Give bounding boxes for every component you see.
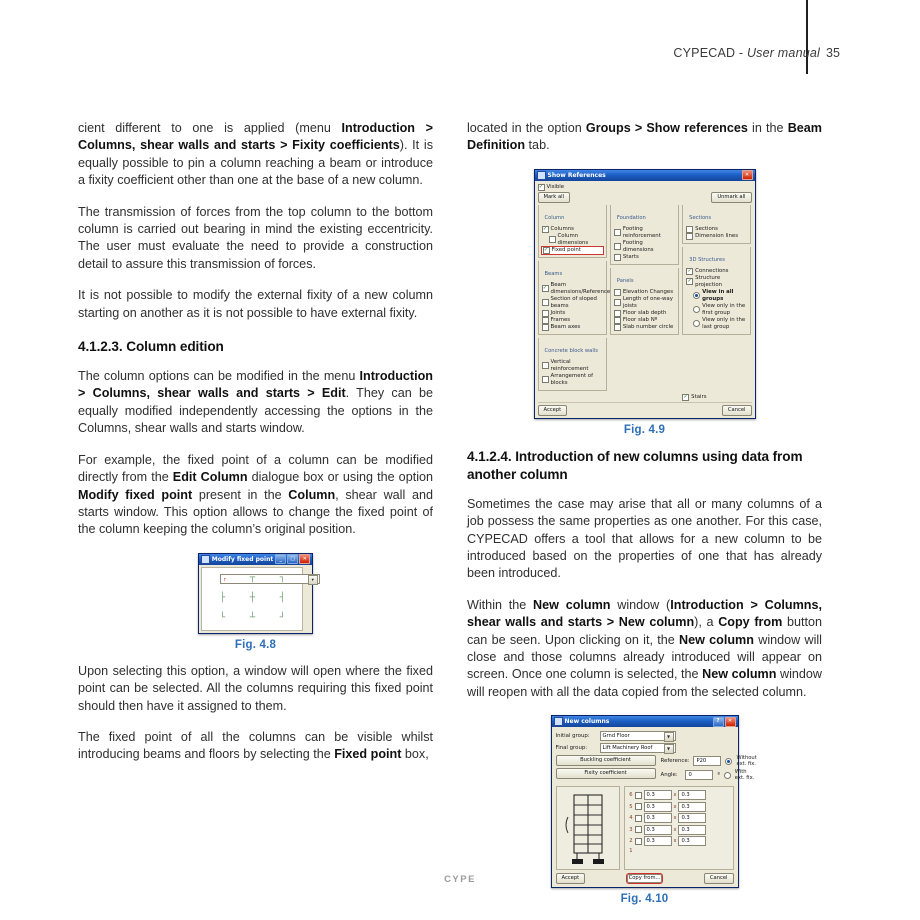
left-paragraph-block-3 xyxy=(78,663,433,764)
columns-preview-area xyxy=(556,786,734,870)
angle-unit: º xyxy=(717,772,720,779)
unmark-all-button[interactable]: Unmark all xyxy=(711,192,751,203)
bold-run: Column xyxy=(288,487,336,502)
reference-checkbox-label: Dimension lines xyxy=(695,232,739,239)
angle-input[interactable]: 0 xyxy=(685,770,713,780)
reference-checkbox[interactable] xyxy=(542,317,549,324)
reference-checkbox[interactable] xyxy=(542,362,549,369)
left-text-column xyxy=(78,120,433,778)
reference-checkbox-row[interactable] xyxy=(542,226,603,233)
window-controls xyxy=(742,170,753,180)
bold-run: Modify fixed point xyxy=(78,487,193,502)
fixed-point-marker[interactable]: ┘ xyxy=(279,612,286,623)
dialog-footer xyxy=(538,402,752,416)
column-dimension-row[interactable] xyxy=(628,790,730,800)
final-group-row xyxy=(556,743,734,753)
reference-checkbox[interactable] xyxy=(549,236,556,243)
fixed-point-marker[interactable]: ┼ xyxy=(249,592,256,603)
window-icon xyxy=(201,555,210,564)
mark-buttons-row xyxy=(538,192,752,203)
reference-radio-label: View only in the last group xyxy=(702,316,746,330)
figure-caption-4-9: Fig. 4.9 xyxy=(623,423,666,436)
right-paragraph-block-top xyxy=(467,120,822,155)
text-run: present in the xyxy=(192,487,289,502)
with-ext-fix-label: With ext. fix. xyxy=(734,769,755,782)
elevation-svg xyxy=(557,787,619,869)
reference-checkbox-row[interactable] xyxy=(614,317,675,324)
reference-checkbox-label: Joints xyxy=(550,309,566,316)
dialog-title-text: Modify fixed point xyxy=(211,555,274,563)
text-run: cient different to one is applied (menu xyxy=(78,121,342,135)
text-run: The transmission of forces from the top column to the bottom column is carried out bearing in mind the existing eccentricity. The user must evaluate the need to provide a construction detail to assure this transmission of forces. xyxy=(78,204,433,271)
row-number: 1 xyxy=(629,847,633,854)
angle-label: Angle: xyxy=(660,772,678,779)
reference-radio-row[interactable] xyxy=(693,317,747,331)
dimension-separator: x xyxy=(673,803,677,810)
building-elevation-diagram xyxy=(556,786,620,870)
reference-group xyxy=(538,261,611,335)
columns-dimension-table xyxy=(624,786,734,870)
final-group-label: Final group: xyxy=(555,745,588,752)
new-columns-dialog[interactable] xyxy=(551,715,757,888)
figure-4-8 xyxy=(78,553,433,651)
paragraph xyxy=(78,663,433,715)
reference-checkbox-row[interactable] xyxy=(542,317,603,324)
window-controls xyxy=(275,554,310,564)
visible-checkbox-row[interactable] xyxy=(538,184,752,191)
bold-run: New column xyxy=(679,632,754,647)
reference-checkbox-row[interactable] xyxy=(686,268,747,275)
paragraph xyxy=(78,452,433,539)
fixed-point-marker[interactable]: ┐ xyxy=(279,572,286,583)
reference-group xyxy=(538,338,607,391)
paragraph xyxy=(78,368,433,438)
text-run: box, xyxy=(401,747,429,762)
text-run: , shear wall and starts window. This option allows to change the fixed point of the column keeping the column’s original position. xyxy=(78,487,433,537)
bold-run: Fixed point xyxy=(334,747,402,762)
right-paragraph-block-mid xyxy=(467,496,822,701)
bold-run: Introduction > Columns, shear walls and starts > Edit xyxy=(78,369,433,401)
window-icon xyxy=(537,171,546,180)
column-dimension-row[interactable] xyxy=(628,825,730,835)
text-run: dialogue box or using the option xyxy=(247,470,433,485)
reference-group xyxy=(610,205,679,265)
reference-checkbox-row[interactable] xyxy=(542,296,603,310)
text-run: ). It is equally possible to pin a column reaching a beam or introduce a fixity coefficient other than one at the base of a new column. xyxy=(78,138,433,188)
text-run: The fixed point of all the columns can be visible whilst introducing beams and floors by selecting the xyxy=(78,729,433,762)
initial-group-label: Initial group: xyxy=(555,733,590,740)
reference-checkbox[interactable] xyxy=(614,229,621,236)
reference-checkbox[interactable] xyxy=(614,317,621,324)
text-run: It is not possible to modify the external fixity of a new column starting on another as it is not possible to have external fixity. xyxy=(78,288,433,320)
dimension-separator: x xyxy=(673,826,677,833)
without-ext-fix-radio[interactable] xyxy=(725,758,732,765)
reference-checkbox-label: Beam axes xyxy=(550,323,581,330)
reference-group-label: Beams xyxy=(544,270,563,277)
stairs-row-wrapper xyxy=(538,394,752,401)
reference-radio-row[interactable] xyxy=(693,289,747,303)
reference-group-label: Panels xyxy=(616,277,634,284)
row-number: 3 xyxy=(629,826,633,833)
minimize-icon[interactable]: _ xyxy=(275,554,286,564)
reference-checkbox-label: Sections xyxy=(695,225,718,232)
reference-checkbox-label: Connections xyxy=(695,267,729,274)
reference-group xyxy=(682,247,751,335)
section-heading-4-1-2-3: 4.1.2.3. Column edition xyxy=(78,339,224,355)
reference-checkbox-row[interactable] xyxy=(614,226,675,240)
accept-button[interactable]: Accept xyxy=(538,405,568,416)
reference-checkbox-row[interactable] xyxy=(542,359,603,373)
width-input[interactable]: 0.3 xyxy=(644,836,672,846)
fixity-coefficient-button[interactable]: Fixity coefficient xyxy=(556,768,656,779)
reference-group xyxy=(610,268,679,335)
close-icon[interactable]: ✕ xyxy=(742,170,753,180)
reference-group-label: Column xyxy=(544,214,565,221)
reference-checkbox-label: Length of one-way joists xyxy=(622,295,673,309)
fixed-point-marker[interactable]: ┬ xyxy=(249,572,256,583)
width-input[interactable]: 0.3 xyxy=(644,825,672,835)
reference-radio[interactable] xyxy=(693,306,700,313)
visible-label: Visible xyxy=(546,183,565,190)
fixed-point-marker[interactable]: ┌ ▼ xyxy=(220,574,320,584)
reference-checkbox-label: Frames xyxy=(550,316,571,323)
text-run: tab. xyxy=(525,138,550,153)
width-input[interactable]: 0.3 xyxy=(644,790,672,800)
reference-group-label: Foundation xyxy=(616,214,646,221)
reference-checkbox[interactable] xyxy=(686,278,693,285)
page-number: 35 xyxy=(826,46,840,60)
reference-checkbox[interactable] xyxy=(614,324,621,331)
header-title xyxy=(673,46,820,60)
reference-checkbox-label: Floor slab Nº xyxy=(622,316,658,323)
row-number: 4 xyxy=(629,815,633,822)
reference-checkbox-row[interactable] xyxy=(614,254,675,261)
reference-checkbox[interactable] xyxy=(542,299,549,306)
reference-checkbox-row[interactable] xyxy=(614,324,675,331)
reference-checkbox-row[interactable] xyxy=(542,324,603,331)
reference-checkbox-label: Slab number circle xyxy=(622,323,674,330)
page-header xyxy=(0,0,920,95)
width-input[interactable]: 0.3 xyxy=(644,802,672,812)
bold-run: New column xyxy=(533,597,611,612)
copy-from-button[interactable]: Copy from... xyxy=(628,875,661,882)
reference-group xyxy=(538,205,607,258)
paragraph xyxy=(467,120,822,155)
fixed-point-marker[interactable]: ├ xyxy=(219,592,226,603)
close-icon[interactable]: ✕ xyxy=(299,554,310,564)
reference-group-column-2 xyxy=(610,205,679,338)
section-heading-4-1-2-4: 4.1.2.4. Introduction of new columns using data from another column xyxy=(467,448,803,482)
reference-group xyxy=(682,205,751,244)
reference-checkbox-label: Section of sloped beams xyxy=(550,295,597,309)
bold-run: Groups > Show references xyxy=(585,121,748,135)
mark-all-button[interactable]: Mark all xyxy=(538,192,571,203)
row-number: 6 xyxy=(629,792,633,799)
reference-checkbox-row[interactable] xyxy=(614,296,675,310)
text-run: Upon selecting this option, a window will open where the fixed point can be selected. All the columns requiring this fixed point should then have it assigned to them. xyxy=(78,663,433,713)
text-run: window will close and those columns already introduced will appear on screen. Once one column is selected, the xyxy=(467,632,822,682)
reference-radio-label: View in all groups xyxy=(702,288,734,302)
stairs-label: Stairs xyxy=(691,393,707,400)
reference-checkbox-label: Starts xyxy=(622,253,639,260)
text-run: window ( xyxy=(610,597,671,612)
reference-checkbox-row[interactable] xyxy=(686,233,747,240)
reference-radio[interactable] xyxy=(693,292,700,299)
bold-run: Copy from xyxy=(718,615,783,630)
right-text-column xyxy=(467,120,822,917)
reference-input[interactable]: P20 xyxy=(693,756,721,766)
buckling-coefficient-button[interactable]: Buckling coefficient xyxy=(556,755,656,766)
reference-group-label: Sections xyxy=(689,214,712,221)
reference-checkbox[interactable] xyxy=(614,310,621,317)
reference-checkbox-row[interactable] xyxy=(542,247,603,254)
reference-checkbox[interactable] xyxy=(686,226,693,233)
reference-checkbox[interactable] xyxy=(614,243,621,250)
reference-checkbox[interactable] xyxy=(686,233,693,240)
close-icon[interactable]: ✕ xyxy=(725,717,736,727)
dialog-title-bar xyxy=(552,716,738,727)
row-checkbox[interactable] xyxy=(635,792,642,799)
text-run: window will reopen with all the data copied from the selected column. xyxy=(467,667,822,699)
fixed-point-marker[interactable]: ┴ xyxy=(249,612,256,623)
column-dimension-row[interactable] xyxy=(628,848,730,854)
reference-group-label: Concrete block walls xyxy=(544,347,598,354)
window-icon xyxy=(554,717,563,726)
dialog-body xyxy=(535,181,755,418)
reference-checkbox-label: Columns xyxy=(550,225,574,232)
depth-input[interactable]: 0.3 xyxy=(678,813,706,823)
reference-checkbox-label: Footing reinforcement xyxy=(622,225,661,239)
depth-input[interactable]: 0.3 xyxy=(678,790,706,800)
reference-checkbox[interactable] xyxy=(543,247,550,254)
text-run: ), a xyxy=(694,615,719,630)
bold-run: Introduction > Columns, shear walls and starts > Fixity coefficients xyxy=(78,121,433,153)
help-icon[interactable]: ? xyxy=(713,717,724,727)
cancel-button[interactable]: Cancel xyxy=(722,405,752,416)
dimension-separator: x xyxy=(673,838,677,845)
text-run: button can be seen. Upon clicking on it, the xyxy=(467,615,823,647)
reference-checkbox-label: Fixed point xyxy=(551,246,581,253)
reference-checkbox-row[interactable] xyxy=(614,310,675,317)
reference-checkbox-label: Floor slab depth xyxy=(622,309,667,316)
reference-checkbox[interactable] xyxy=(614,289,621,296)
bold-run: Beam Definition xyxy=(467,121,822,153)
reference-radio-row[interactable] xyxy=(693,303,747,317)
dimension-separator: x xyxy=(673,815,677,822)
text-run: located in the option xyxy=(467,121,586,135)
reference-checkbox[interactable] xyxy=(542,285,549,292)
figure-caption-4-8: Fig. 4.8 xyxy=(234,638,277,651)
fixed-point-grid[interactable] xyxy=(201,567,303,631)
window-controls xyxy=(713,717,736,727)
fixed-point-marker[interactable]: ┤ xyxy=(279,592,286,603)
paragraph xyxy=(78,120,433,190)
row-number: 2 xyxy=(629,838,633,845)
text-run: For example, the fixed point of a column can be modified directly from the xyxy=(78,452,433,485)
depth-input[interactable]: 0.3 xyxy=(678,825,706,835)
accept-button[interactable]: Accept xyxy=(556,873,586,884)
reference-checkbox-label: Beam dimensions/Reference xyxy=(550,281,611,295)
reference-checkbox-label: Footing dimensions xyxy=(622,239,654,253)
bold-run: Edit Column xyxy=(172,470,248,485)
angle-row xyxy=(661,769,758,781)
without-ext-fix-label: Without ext. fix. xyxy=(736,755,757,768)
width-input[interactable]: 0.3 xyxy=(644,813,672,823)
paragraph xyxy=(78,729,433,764)
dialog-title-bar xyxy=(535,170,755,181)
reference-checkbox-row[interactable] xyxy=(614,289,675,296)
figure-caption-4-10: Fig. 4.10 xyxy=(620,893,669,906)
initial-group-row xyxy=(556,731,734,741)
row-checkbox[interactable] xyxy=(635,815,642,822)
paragraph xyxy=(467,597,822,701)
paragraph xyxy=(78,204,433,274)
reference-checkbox-row[interactable] xyxy=(542,281,611,296)
paragraph xyxy=(78,287,433,322)
page-footer-brand: CYPE xyxy=(444,874,476,885)
reference-group-column-1 xyxy=(538,205,611,394)
dialog-title-text: New columns xyxy=(564,718,610,726)
maximize-icon[interactable]: □ xyxy=(287,554,298,564)
column-dimension-row[interactable] xyxy=(628,802,730,812)
fixed-point-marker[interactable]: └ xyxy=(219,612,226,623)
reference-checkbox-label: Structure projection xyxy=(695,274,723,288)
initial-group-select[interactable]: Grnd Floor ▼ xyxy=(600,731,676,741)
reference-checkbox[interactable] xyxy=(614,254,621,261)
reference-group-column-3 xyxy=(682,205,751,338)
dialog-title-bar xyxy=(199,554,312,565)
text-run: in the xyxy=(747,121,788,135)
depth-input[interactable]: 0.3 xyxy=(678,836,706,846)
reference-checkbox[interactable] xyxy=(542,376,549,383)
reference-checkbox-row[interactable] xyxy=(542,373,603,387)
reference-radio-label: View only in the first group xyxy=(702,302,746,316)
stairs-checkbox[interactable] xyxy=(682,394,689,401)
reference-checkbox-label: Elevation Changes xyxy=(622,288,674,295)
header-product: CYPECAD - xyxy=(673,46,747,60)
left-paragraph-block-2 xyxy=(78,368,433,539)
text-run: The column options can be modified in the menu xyxy=(78,369,360,384)
cancel-button[interactable]: Cancel xyxy=(704,873,734,884)
reference-checkbox-row[interactable] xyxy=(542,310,603,317)
reference-row xyxy=(661,755,758,767)
reference-checkbox[interactable] xyxy=(542,324,549,331)
reference-checkbox-label: Arrangement of blocks xyxy=(550,372,593,386)
dialog-body xyxy=(552,727,757,887)
text-run: . They can be equally modified independently accessing the options in the Columns, shear walls and starts window. xyxy=(78,386,433,436)
reference-checkbox[interactable] xyxy=(614,299,621,306)
bold-run: Introduction > Columns, shear walls and starts > New column xyxy=(467,597,822,630)
row-checkbox[interactable] xyxy=(635,838,642,845)
with-ext-fix-radio[interactable] xyxy=(724,772,731,779)
text-run: Within the xyxy=(467,597,534,612)
column-dimension-row[interactable] xyxy=(628,813,730,823)
depth-input[interactable]: 0.3 xyxy=(678,802,706,812)
reference-checkbox[interactable] xyxy=(686,268,693,275)
final-group-select[interactable]: Lift Machinery Roof ▼ xyxy=(600,743,676,753)
dialog-title-text: Show References xyxy=(547,171,606,179)
visible-checkbox[interactable] xyxy=(538,184,545,191)
reference-label: Reference: xyxy=(660,758,690,765)
paragraph xyxy=(467,496,822,583)
reference-checkbox[interactable] xyxy=(542,310,549,317)
show-references-dialog[interactable] xyxy=(534,169,756,419)
figure-4-9 xyxy=(467,169,822,436)
header-manual-label: User manual xyxy=(746,46,820,60)
reference-radio[interactable] xyxy=(693,320,700,327)
reference-checkbox-label: Column dimensions xyxy=(557,232,589,246)
reference-checkbox-row[interactable] xyxy=(686,275,747,289)
bold-run: New column xyxy=(702,667,777,682)
row-checkbox[interactable] xyxy=(635,826,642,833)
row-checkbox[interactable] xyxy=(635,803,642,810)
reference-checkbox-label: Vertical reinforcement xyxy=(550,358,589,372)
text-run: Sometimes the case may arise that all or many columns of a job possess the same properties as one another. For this case, CYPECAD offers a tool that allows for a new column to be introduced based on the properties of one that has already been introduced. xyxy=(467,496,822,581)
stairs-checkbox-row[interactable] xyxy=(682,394,751,401)
row-number: 5 xyxy=(629,803,633,810)
reference-checkbox-row[interactable] xyxy=(549,233,603,247)
left-paragraph-block xyxy=(78,120,433,322)
reference-checkbox-row[interactable] xyxy=(614,240,675,254)
header-divider-rule xyxy=(806,0,808,74)
reference-group-label: 3D Structures xyxy=(689,256,725,263)
reference-groups xyxy=(538,205,752,394)
reference-checkbox-row[interactable] xyxy=(686,226,747,233)
modify-fixed-point-dialog[interactable] xyxy=(198,553,313,634)
column-dimension-row[interactable] xyxy=(628,836,730,846)
dimension-separator: x xyxy=(673,792,677,799)
reference-checkbox[interactable] xyxy=(542,226,549,233)
